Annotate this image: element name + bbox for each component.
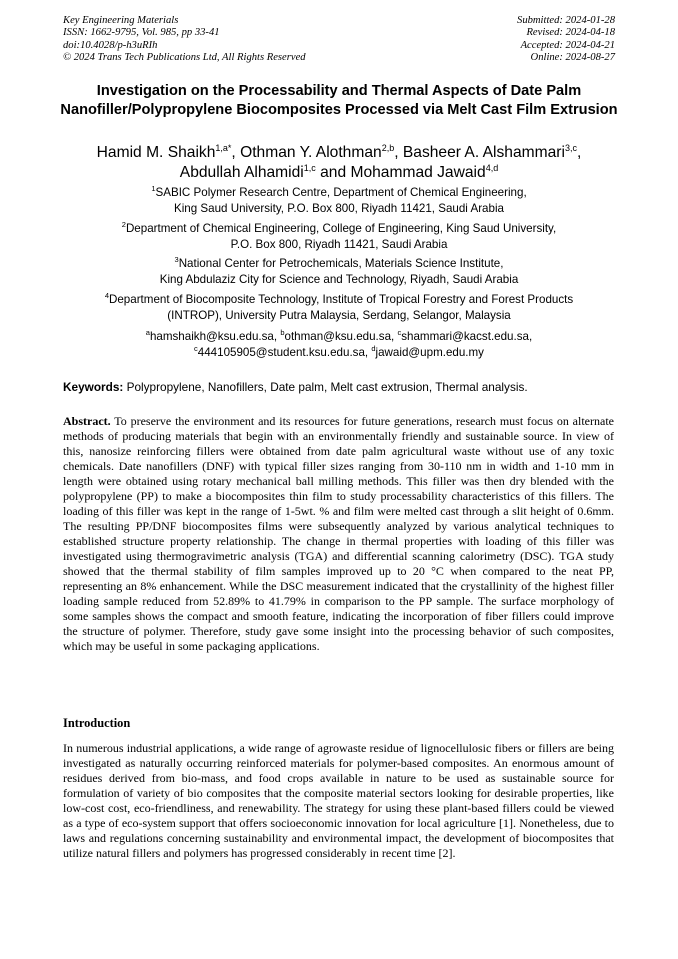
affiliation-2: $^2$Department of Chemical Engineering, College of Engineering, King Saud University, P.O. Box 800, Riyadh 11421, Saudi Arabia bbox=[121, 220, 557, 251]
email-list: $^a$hamshaikh@ksu.edu.sa, $^b$othman@ksu.edu.sa, $^c$shammari@kacst.edu.sa, $^c$444105905@student.ksu.edu.sa, $^d$jawaid@upm.edu.my bbox=[145, 328, 533, 359]
submitted-date: Submitted: 2024-01-28 bbox=[517, 15, 615, 26]
affiliation-1: $^1$SABIC Polymer Research Centre, Department of Chemical Engineering, King Saud University, P.O. Box 800, Riyadh 11421, Saudi Arabia bbox=[151, 184, 527, 215]
email-link[interactable]: $^c$shammari@kacst.edu.sa bbox=[397, 328, 529, 343]
journal-name: Key Engineering Materials bbox=[63, 15, 179, 26]
publication-dates bbox=[517, 15, 615, 65]
journal-info bbox=[63, 15, 306, 65]
author: Hamid M. Shaikh$^{1,a*}$, bbox=[96, 142, 241, 161]
keywords-label: Keywords: bbox=[63, 380, 124, 394]
doi[interactable]: doi:10.4028/p-h3uRIh bbox=[63, 39, 158, 51]
keywords-text: Polypropylene, Nanofillers, Date palm, Melt cast extrusion, Thermal analysis. bbox=[126, 380, 528, 394]
author: Basheer A. Alshammari$^{3,c}$, bbox=[402, 142, 582, 161]
issn: ISSN: 1662-9795, Vol. 985, pp 33-41 bbox=[63, 27, 220, 39]
keywords bbox=[63, 379, 623, 395]
introduction-text: In numerous industrial applications, a wide range of agrowaste residue of lignocellulosic fibers or fillers are being investigated as naturally occurring reinforced materials for polymer-based composites. An enormous amount of residues derived from bio-mass, and food crops available in nature to be used as sustainable source for formulation of variety of bio composites that the composite material sectors looking for desirable properties, like low-cost cost, eco-friendliness, and renewability. The strategy for using these plant-based fillers could be viewed as a type of eco-system support that offers socioeconomic innovation for local agriculture [1]. Nonetheless, due to laws and regulations concerning sustainability and environmental impact, the development of biocomposites that utilize natural fillers and polymers has progressed considerably in recent time [2]. bbox=[63, 741, 614, 860]
revised-date: Revised: 2024-04-18 bbox=[526, 27, 615, 39]
author: Othman Y. Alothman$^{2,b}$, bbox=[240, 142, 403, 161]
affiliation-3: $^3$National Center for Petrochemicals, Materials Science Institute, King Abdulaziz City for Science and Technology, Riyadh, Saudi Arabia bbox=[159, 255, 519, 286]
affiliation-4: $^4$Department of Biocomposite Technology, Institute of Tropical Forestry and Forest Products (INTROP), University Putra Malaysia, Serdang, Selangor, Malaysia bbox=[104, 291, 574, 322]
email-link[interactable]: $^c$444105905@student.ksu.edu.sa bbox=[194, 344, 365, 359]
email-link[interactable]: $^a$hamshaikh@ksu.edu.sa bbox=[145, 328, 274, 343]
author: Mohammad Jawaid$^{4,d}$ bbox=[350, 162, 499, 181]
abstract-text: To preserve the environment and its resources for future generations, research must focus on alternate methods of producing materials that begin with an environmentally friendly and sustainable source. In view of this, nanosize reinforcing fillers were obtained from date palm agricultural waste without use of any toxic chemicals. Date nanofillers (DNF) with typical filler sizes ranging from 30-110 nm in width and 1-10 mm in length were obtained using rotary mechanical ball milling methods. This filler was then dry blended with the polypropylene (PP) to make a biocomposites thin film to study processability characteristics of this fillers. The loading of this filler was kept in the range of 1-5wt. % and film were melted cast through a slit height of 0.6mm. The resulting PP/DNF biocomposites films were subsequently analyzed by various analytical techniques to established structure property relationship. The change in thermal properties with loading of this filler was investigated using thermogravimetric analysis (TGA) and differential scanning calorimetry (DSC). TGA study showed that the thermal stability of film samples improved up to 20 °C when compared to the neat PP, representing an 8% enhancement. While the DSC measurement indicated that the crystallinity of the highest filler loading sample reduced from 52.89% to 41.79% in comparison to the PP sample. The surface morphology of some samples shows the compact and smooth feature, indicating the incorporation of fiber fillers could improve the structure of polymer. Therefore, study gave some insight into the processing behavior of such composites, which may be useful in some packaging applications. bbox=[63, 414, 614, 653]
email-link[interactable]: $^d$jawaid@upm.edu.my bbox=[371, 344, 484, 359]
accepted-date: Accepted: 2024-04-21 bbox=[520, 39, 615, 51]
paper-title: Investigation on the Processability and Thermal Aspects of Date Palm Nanofiller/Polypropylene Biocomposites Processed via Melt Cast Film Extrusion bbox=[60, 83, 618, 118]
abstract-label: Abstract. bbox=[63, 414, 111, 428]
author-list bbox=[40, 143, 638, 183]
online-date: Online: 2024-08-27 bbox=[530, 52, 615, 64]
email-link[interactable]: $^b$othman@ksu.edu.sa bbox=[280, 328, 392, 343]
introduction-heading: Introduction bbox=[63, 716, 131, 730]
copyright: © 2024 Trans Tech Publications Ltd, All Rights Reserved bbox=[63, 52, 306, 64]
author: Abdullah Alhamidi$^{1,c}$ and bbox=[179, 162, 351, 181]
abstract bbox=[63, 414, 614, 654]
